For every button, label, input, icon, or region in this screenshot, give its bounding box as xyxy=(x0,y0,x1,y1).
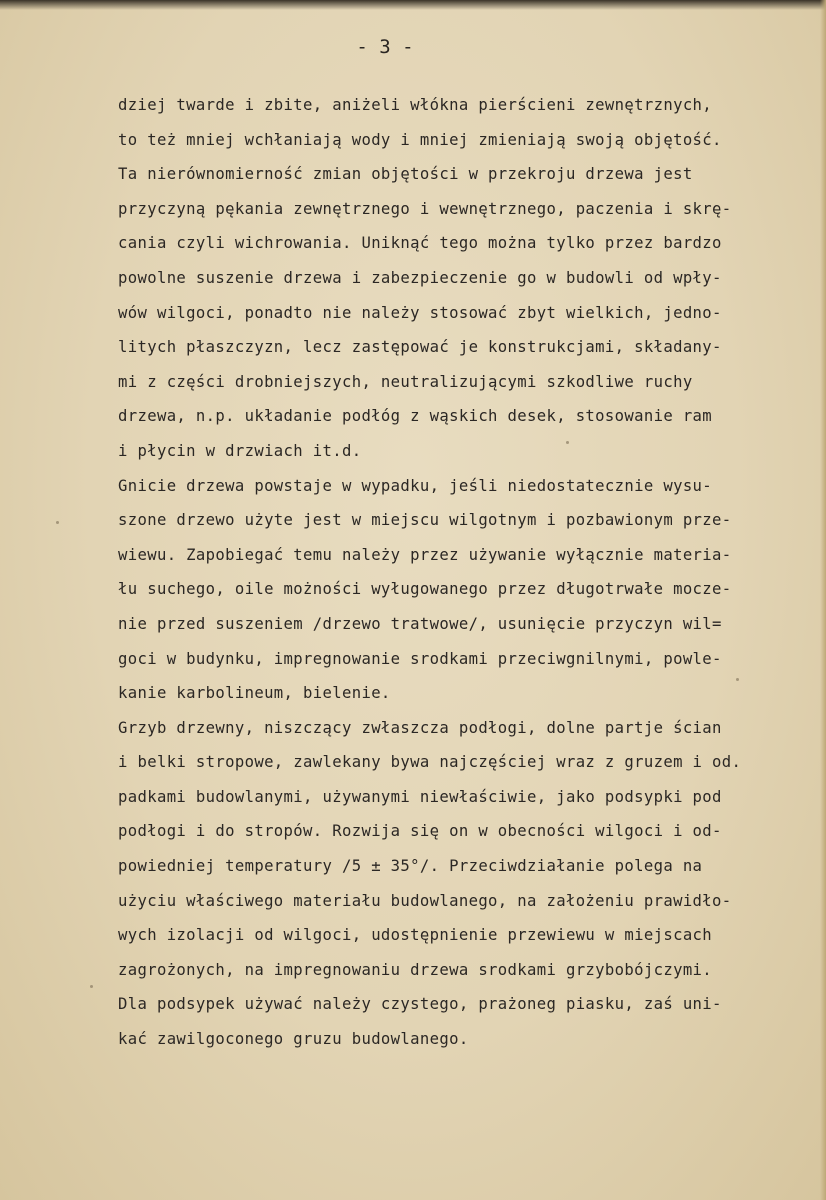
page-number: - 3 - xyxy=(356,36,414,58)
text-line: cania czyli wichrowania. Uniknąć tego można tylko przez bardzo xyxy=(118,234,722,253)
text-line: użyciu właściwego materiału budowlanego, na założeniu prawidło- xyxy=(118,891,732,910)
text-line: przyczyną pękania zewnętrznego i wewnętrznego, paczenia i skrę- xyxy=(118,199,732,218)
text-line: wych izolacji od wilgoci, udostępnienie przewiewu w miejscach xyxy=(118,926,713,945)
paper-speck xyxy=(90,985,93,988)
text-line: kać zawilgoconego gruzu budowlanego. xyxy=(118,1030,469,1049)
text-line: łu suchego, oile możności wyługowanego przez długotrwałe mocze- xyxy=(118,580,732,599)
text-line: kanie karbolineum, bielenie. xyxy=(118,684,391,703)
text-line: zagrożonych, na impregnowaniu drzewa srodkami grzybobójczymi. xyxy=(118,960,713,979)
text-line: nie przed suszeniem /drzewo tratwowe/, usunięcie przyczyn wil= xyxy=(118,614,722,633)
text-line: dziej twarde i zbite, aniżeli włókna pierścieni zewnętrznych, xyxy=(118,96,713,114)
text-line: padkami budowlanymi, używanymi niewłaściwie, jako podsypki pod xyxy=(118,787,722,806)
text-line: Ta nierównomierność zmian objętości w przekroju drzewa jest xyxy=(118,165,693,184)
text-line: Dla podsypek używać należy czystego, prażoneg piasku, zaś uni- xyxy=(118,995,722,1014)
text-line: mi z części drobniejszych, neutralizującymi szkodliwe ruchy xyxy=(118,372,693,391)
text-line: powiedniej temperatury /5 ± 35°/. Przeciwdziałanie polega na xyxy=(118,857,703,876)
text-line: szone drzewo użyte jest w miejscu wilgotnym i pozbawionym prze- xyxy=(118,511,732,530)
page-top-shadow xyxy=(0,0,826,10)
text-line: litych płaszczyzn, lecz zastępować je konstrukcjami, składany- xyxy=(118,338,722,357)
page-right-edge xyxy=(820,0,826,1200)
typewritten-text xyxy=(118,88,818,1057)
text-line: to też mniej wchłaniają wody i mniej zmieniają swoją objętość. xyxy=(118,130,722,149)
text-line: podłogi i do stropów. Rozwija się on w obecności wilgoci i od- xyxy=(118,822,722,841)
text-line: goci w budynku, impregnowanie srodkami przeciwgnilnymi, powle- xyxy=(118,649,722,668)
text-line: Grzyb drzewny, niszczący zwłaszcza podłogi, dolne partje ścian xyxy=(118,718,722,737)
text-line: Gnicie drzewa powstaje w wypadku, jeśli niedostatecznie wysu- xyxy=(118,476,713,495)
text-line: drzewa, n.p. układanie podłóg z wąskich desek, stosowanie ram xyxy=(118,407,713,426)
paper-speck xyxy=(56,521,59,524)
text-line: wów wilgoci, ponadto nie należy stosować zbyt wielkich, jedno- xyxy=(118,303,722,322)
text-line: wiewu. Zapobiegać temu należy przez używanie wyłącznie materia- xyxy=(118,545,732,564)
paper-speck xyxy=(736,678,739,681)
paper-speck xyxy=(566,441,569,444)
text-line: i belki stropowe, zawlekany bywa najczęściej wraz z gruzem i od. xyxy=(118,753,742,772)
text-line: powolne suszenie drzewa i zabezpieczenie go w budowli od wpły- xyxy=(118,268,722,287)
text-line: i płycin w drzwiach it.d. xyxy=(118,441,362,460)
